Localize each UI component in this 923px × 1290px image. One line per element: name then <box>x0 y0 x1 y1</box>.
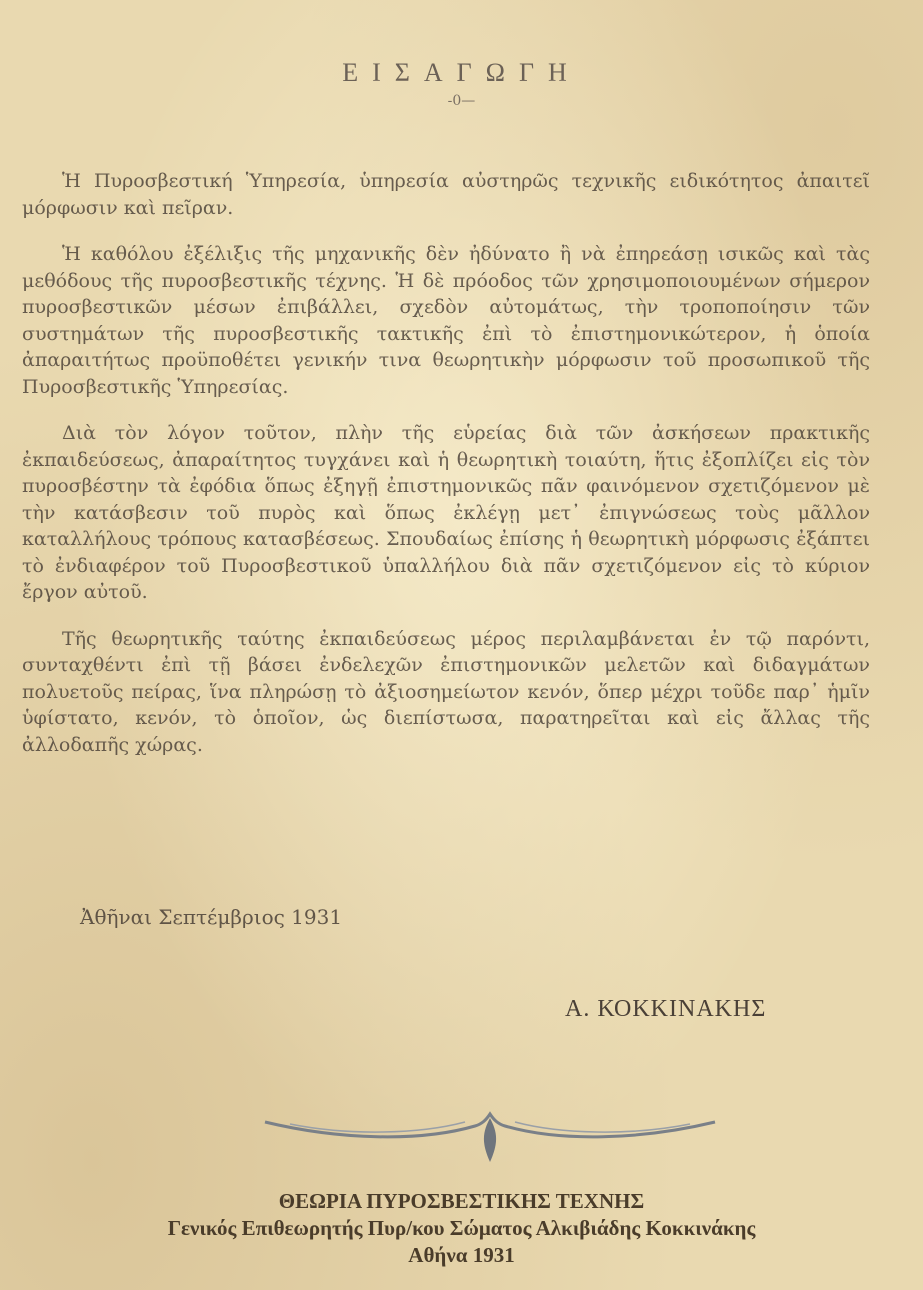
flourish-divider-icon <box>260 1100 720 1170</box>
footer-date: Αθήνα 1931 <box>408 1243 515 1267</box>
footer-title: ΘΕΩΡΙΑ ΠΥΡΟΣΒΕΣΤΙΚΗΣ ΤΕΧΝΗΣ <box>278 1189 645 1213</box>
page-heading: ΕΙΣΑΓΩΓΗ <box>342 58 581 87</box>
signature: Α. ΚΟΚΚΙΝΑΚΗΣ <box>565 996 767 1022</box>
paragraph: Ἡ Πυροσβεστική Ὑπηρεσία, ὑπηρεσία αὐστηρῶς τεχνικῆς ειδικότητος ἀπαιτεῖ μόρφωσιν καὶ πεῖραν. <box>22 170 870 219</box>
paragraph: Τῆς θεωρητικῆς ταύτης ἐκπαιδεύσεως μέρος περιλαμβάνεται ἐν τῷ παρόντι, συνταχθέντι ἐπὶ τῇ βάσει ἐνδελεχῶν ἐπιστημονικῶν μελετῶν καὶ διδαγμάτων πολυετοῦς πείρας, ἵνα πληρώσῃ τὸ ἀξιοσημείωτον κενόν, ὅπερ μέχρι τοῦδε παρ᾽ ἡμῖν ὑφίστατο, κενόν, τὸ ὁποῖον, ὡς διεπίστωσα, παρατηρεῖται καὶ εἰς ἄλλας τῆς ἀλλοδαπῆς χώρας. <box>22 627 870 756</box>
footer <box>0 1188 923 1269</box>
heading-ornament-mark: -0— <box>447 93 476 109</box>
dateline: Ἀθῆναι Σεπτέμβριος 1931 <box>80 905 343 929</box>
paragraph: Ἡ καθόλου ἐξέλιξις τῆς μηχανικῆς δὲν ἠδύνατο ἢ νὰ ἐπηρεάσῃ ισικῶς καὶ τὰς μεθόδους τῆς πυροσβεστικῆς τέχνης. Ἡ δὲ πρόοδος τῶν χρησιμοποιουμένων σήμερον πυροσβεστικῶν μέσων ἐπιβάλλει, σχεδὸν αὐτομάτως, τὴν τροποποίησιν τῶν συστημάτων τῆς πυροσβεστικῆς τακτικῆς ἐπὶ τὸ ἐπιστημονικώτερον, ἡ ὁποία ἀπαραιτήτως προϋποθέτει γενικήν τινα θεωρητικὴν μόρφωσιν τοῦ προσωπικοῦ τῆς Πυροσβεστικῆς Ὑπηρεσίας. <box>22 243 870 398</box>
paragraph: Διὰ τὸν λόγον τοῦτον, πλὴν τῆς εὑρείας διὰ τῶν ἀσκήσεων πρακτικῆς ἐκπαιδεύσεως, ἀπαραίτητος τυγχάνει καὶ ἡ θεωρητικὴ τοιαύτη, ἥτις ἐξοπλίζει εἰς τὸν πυροσβέστην τὰ ἐφόδια ὅπως ἐξηγῇ ἐπιστημονικῶς πᾶν φαινόμενον σχετιζόμενον μὲ τὴν κατάσβεσιν τοῦ πυρὸς καὶ ὅπως ἐκλέγῃ μετ᾽ ἐπιγνώσεως τοὺς μᾶλλον καταλλήλους τρόπους κατασβέσεως. Σπουδαίως ἐπίσης ἡ θεωρητικὴ μόρφωσις ἐξάπτει τὸ ἐνδιαφέρον τοῦ Πυροσβεστικοῦ ὑπαλλήλου διὰ πᾶν σχετιζόμενον εἰς τὸ κύριον ἔργον αὐτοῦ. <box>22 422 870 603</box>
body-text <box>22 168 870 778</box>
footer-author: Γενικός Επιθεωρητής Πυρ/κου Σώματος Αλκιβιάδης Κοκκινάκης <box>167 1216 756 1240</box>
